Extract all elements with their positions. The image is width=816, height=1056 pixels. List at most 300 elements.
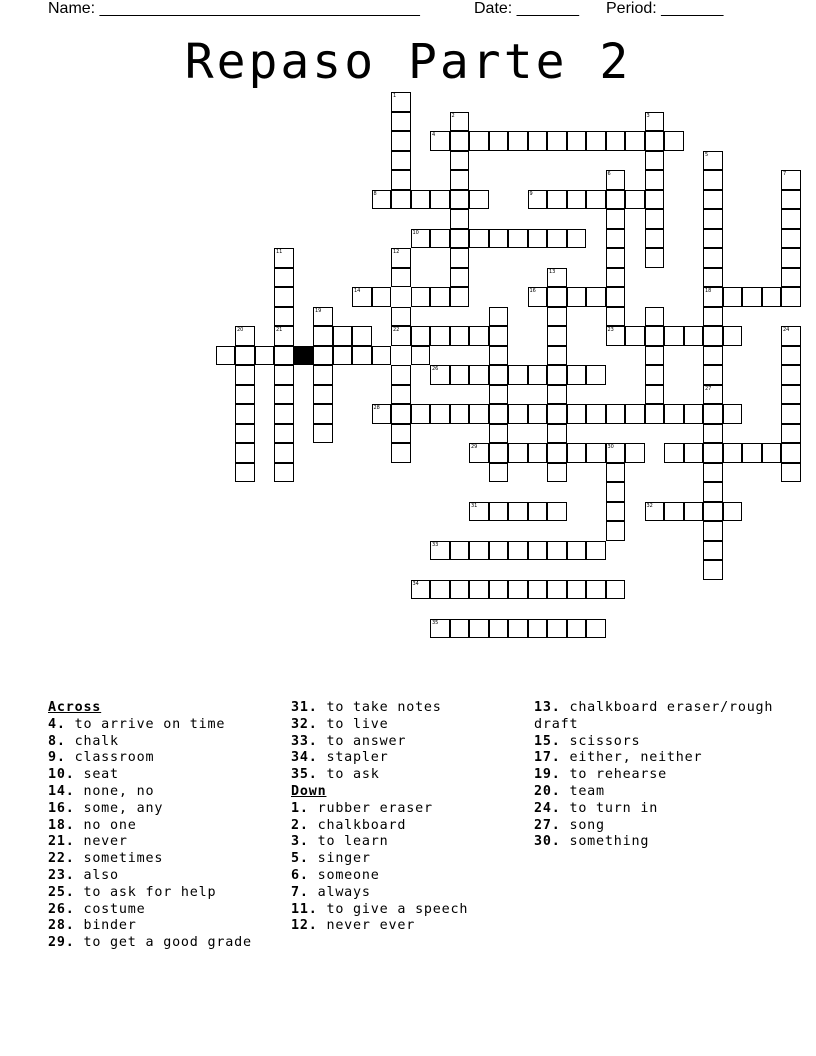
grid-cell[interactable] [547, 307, 567, 327]
grid-cell[interactable] [430, 131, 450, 151]
grid-cell[interactable] [567, 190, 587, 210]
grid-cell[interactable] [411, 580, 431, 600]
grid-cell[interactable] [781, 326, 801, 346]
grid-cell[interactable] [703, 170, 723, 190]
grid-cell[interactable] [723, 502, 743, 522]
grid-cell[interactable] [411, 229, 431, 249]
grid-cell[interactable] [216, 346, 236, 366]
clue-text: singer [308, 851, 371, 867]
clue-item [291, 734, 536, 751]
grid-cell[interactable] [489, 346, 509, 366]
grid-cell[interactable] [450, 229, 470, 249]
grid-cell[interactable] [645, 190, 665, 210]
grid-cell[interactable] [489, 541, 509, 561]
grid-cell[interactable] [703, 443, 723, 463]
grid-cell[interactable] [274, 443, 294, 463]
grid-cell[interactable] [313, 326, 333, 346]
grid-cell[interactable] [703, 151, 723, 171]
grid-cell[interactable] [567, 287, 587, 307]
clue-section-heading: Down [291, 783, 327, 799]
grid-cell[interactable] [489, 326, 509, 346]
grid-cell[interactable] [274, 424, 294, 444]
grid-cell[interactable] [391, 190, 411, 210]
grid-cell[interactable] [781, 385, 801, 405]
grid-cell[interactable] [469, 229, 489, 249]
grid-cell[interactable] [645, 326, 665, 346]
grid-cell[interactable] [528, 502, 548, 522]
grid-cell[interactable] [450, 131, 470, 151]
grid-cell[interactable] [391, 112, 411, 132]
grid-cell[interactable] [645, 307, 665, 327]
grid-cell[interactable] [450, 580, 470, 600]
grid-cell[interactable] [606, 463, 626, 483]
grid-cell[interactable] [430, 190, 450, 210]
grid-cell[interactable] [703, 560, 723, 580]
grid-cell[interactable] [547, 287, 567, 307]
grid-cell[interactable] [528, 404, 548, 424]
grid-cell[interactable] [274, 307, 294, 327]
grid-cell[interactable] [274, 346, 294, 366]
clue-number-label: 20. [534, 783, 561, 799]
grid-cell[interactable] [352, 326, 372, 346]
grid-cell[interactable] [703, 463, 723, 483]
grid-cell[interactable] [703, 502, 723, 522]
clue-number: 18 [705, 288, 712, 294]
grid-cell[interactable] [586, 365, 606, 385]
grid-cell[interactable] [781, 229, 801, 249]
grid-cell[interactable] [567, 404, 587, 424]
clue-text: binder [74, 918, 137, 934]
grid-cell[interactable] [255, 346, 275, 366]
grid-cell[interactable] [664, 326, 684, 346]
name-field-label[interactable]: Name: ____________________________________ [48, 0, 420, 17]
grid-cell[interactable] [547, 268, 567, 288]
grid-cell[interactable] [703, 326, 723, 346]
grid-cell[interactable] [469, 580, 489, 600]
grid-cell[interactable] [372, 404, 392, 424]
period-field-label[interactable]: Period: _______ [606, 0, 724, 17]
grid-cell[interactable] [781, 463, 801, 483]
clue-number-label: 1. [291, 800, 309, 816]
grid-cell[interactable] [606, 131, 626, 151]
grid-cell[interactable] [567, 365, 587, 385]
grid-cell[interactable] [274, 326, 294, 346]
grid-cell[interactable] [235, 463, 255, 483]
grid-cell[interactable] [508, 619, 528, 639]
grid-cell[interactable] [645, 365, 665, 385]
clue-item [48, 801, 293, 818]
grid-cell[interactable] [528, 580, 548, 600]
grid-cell[interactable] [508, 229, 528, 249]
grid-cell[interactable] [567, 619, 587, 639]
grid-cell[interactable] [684, 502, 704, 522]
grid-cell[interactable] [469, 443, 489, 463]
grid-cell[interactable] [625, 131, 645, 151]
grid-cell[interactable] [489, 443, 509, 463]
grid-cell[interactable] [469, 365, 489, 385]
grid-cell[interactable] [508, 131, 528, 151]
grid-cell[interactable] [391, 151, 411, 171]
grid-cell[interactable] [489, 580, 509, 600]
grid-cell[interactable] [313, 385, 333, 405]
clue-text: to learn [308, 834, 389, 850]
grid-cell[interactable] [235, 365, 255, 385]
grid-cell[interactable] [645, 131, 665, 151]
grid-cell[interactable] [567, 443, 587, 463]
clue-item [291, 818, 536, 835]
grid-cell[interactable] [781, 190, 801, 210]
grid-cell[interactable] [333, 346, 353, 366]
grid-cell[interactable] [781, 209, 801, 229]
grid-cell[interactable] [235, 346, 255, 366]
grid-cell[interactable] [703, 541, 723, 561]
grid-cell[interactable] [684, 443, 704, 463]
grid-cell[interactable] [625, 443, 645, 463]
grid-cell[interactable] [547, 619, 567, 639]
grid-cell[interactable] [391, 131, 411, 151]
grid-cell[interactable] [411, 326, 431, 346]
grid-cell[interactable] [703, 268, 723, 288]
clue-number: 1 [393, 93, 397, 99]
grid-cell[interactable] [547, 365, 567, 385]
grid-cell[interactable] [489, 502, 509, 522]
grid-cell[interactable] [391, 170, 411, 190]
grid-cell[interactable] [450, 190, 470, 210]
clue-text: to rehearse [560, 767, 667, 783]
clue-item [48, 767, 293, 784]
grid-cell[interactable] [450, 268, 470, 288]
grid-cell[interactable] [762, 443, 782, 463]
grid-cell[interactable] [411, 287, 431, 307]
grid-cell[interactable] [703, 248, 723, 268]
grid-cell[interactable] [742, 443, 762, 463]
grid-cell[interactable] [450, 209, 470, 229]
grid-cell[interactable] [586, 580, 606, 600]
grid-cell[interactable] [274, 287, 294, 307]
clue-text: to turn in [560, 800, 659, 816]
grid-cell[interactable] [723, 326, 743, 346]
clue-item [291, 801, 536, 818]
grid-cell[interactable] [567, 131, 587, 151]
grid-cell[interactable] [450, 365, 470, 385]
clue-item [534, 767, 779, 784]
grid-cell[interactable] [430, 619, 450, 639]
grid-cell[interactable] [430, 580, 450, 600]
grid-cell[interactable] [625, 190, 645, 210]
clue-number-label: 27. [534, 817, 561, 833]
grid-cell[interactable] [781, 287, 801, 307]
grid-cell[interactable] [391, 385, 411, 405]
grid-cell[interactable] [781, 424, 801, 444]
grid-cell[interactable] [586, 619, 606, 639]
grid-cell[interactable] [645, 151, 665, 171]
grid-cell[interactable] [586, 190, 606, 210]
grid-cell[interactable] [391, 443, 411, 463]
grid-cell[interactable] [547, 580, 567, 600]
grid-cell[interactable] [508, 502, 528, 522]
grid-cell[interactable] [664, 404, 684, 424]
clue-item [48, 750, 293, 767]
clue-item [291, 851, 536, 868]
clue-number: 34 [412, 580, 419, 587]
grid-cell[interactable] [528, 287, 548, 307]
clue-text: either, neither [560, 750, 703, 766]
grid-cell[interactable] [586, 443, 606, 463]
grid-cell[interactable] [664, 502, 684, 522]
grid-cell[interactable] [781, 404, 801, 424]
grid-cell[interactable] [645, 112, 665, 132]
grid-cell[interactable] [352, 346, 372, 366]
grid-cell[interactable] [723, 287, 743, 307]
grid-cell[interactable] [391, 404, 411, 424]
grid-cell[interactable] [469, 502, 489, 522]
grid-cell[interactable] [703, 365, 723, 385]
clue-number-label: 26. [48, 901, 75, 917]
grid-cell[interactable] [703, 229, 723, 249]
grid-cell[interactable] [547, 541, 567, 561]
clue-number: 5 [705, 151, 709, 158]
grid-cell[interactable] [313, 346, 333, 366]
grid-cell[interactable] [372, 287, 392, 307]
grid-cell[interactable] [450, 151, 470, 171]
grid-cell[interactable] [489, 385, 509, 405]
grid-cell[interactable] [489, 404, 509, 424]
grid-cell[interactable] [528, 443, 548, 463]
grid-cell[interactable] [450, 170, 470, 190]
grid-cell[interactable] [645, 209, 665, 229]
grid-cell[interactable] [567, 229, 587, 249]
grid-cell[interactable] [684, 404, 704, 424]
grid-cell[interactable] [274, 404, 294, 424]
grid-cell[interactable] [430, 326, 450, 346]
grid-cell[interactable] [703, 385, 723, 405]
grid-cell[interactable] [235, 424, 255, 444]
grid-cell[interactable] [781, 346, 801, 366]
grid-cell[interactable] [528, 131, 548, 151]
grid-cell[interactable] [528, 619, 548, 639]
clue-number-label: 15. [534, 733, 561, 749]
grid-cell[interactable] [508, 443, 528, 463]
grid-cell[interactable] [606, 580, 626, 600]
grid-cell[interactable] [391, 307, 411, 327]
grid-cell[interactable] [528, 190, 548, 210]
grid-cell[interactable] [508, 541, 528, 561]
grid-cell[interactable] [742, 287, 762, 307]
grid-cell[interactable] [391, 326, 411, 346]
grid-cell[interactable] [781, 248, 801, 268]
grid-cell[interactable] [411, 404, 431, 424]
grid-cell[interactable] [508, 404, 528, 424]
grid-cell[interactable] [430, 229, 450, 249]
grid-cell[interactable] [489, 365, 509, 385]
clue-text: seat [74, 767, 119, 783]
grid-cell[interactable] [586, 287, 606, 307]
grid-cell[interactable] [430, 541, 450, 561]
grid-cell[interactable] [606, 307, 626, 327]
grid-cell[interactable] [489, 463, 509, 483]
grid-cell[interactable] [469, 619, 489, 639]
clue-text: scissors [560, 733, 641, 749]
grid-cell[interactable] [450, 112, 470, 132]
grid-cell[interactable] [469, 404, 489, 424]
grid-cell[interactable] [723, 404, 743, 424]
grid-cell[interactable] [703, 307, 723, 327]
grid-cell[interactable] [274, 248, 294, 268]
grid-cell[interactable] [469, 190, 489, 210]
grid-cell[interactable] [606, 443, 626, 463]
grid-cell[interactable] [235, 326, 255, 346]
grid-cell[interactable] [313, 365, 333, 385]
grid-cell[interactable] [781, 170, 801, 190]
grid-cell[interactable] [489, 424, 509, 444]
grid-cell[interactable] [469, 131, 489, 151]
grid-cell[interactable] [645, 170, 665, 190]
grid-cell[interactable] [547, 131, 567, 151]
grid-cell[interactable] [528, 229, 548, 249]
grid-cell[interactable] [528, 365, 548, 385]
grid-cell[interactable] [430, 287, 450, 307]
grid-cell[interactable] [625, 404, 645, 424]
grid-cell[interactable] [606, 209, 626, 229]
grid-cell[interactable] [469, 541, 489, 561]
grid-cell[interactable] [235, 385, 255, 405]
grid-cell[interactable] [703, 190, 723, 210]
grid-cell[interactable] [781, 268, 801, 288]
grid-cell[interactable] [703, 346, 723, 366]
grid-cell[interactable] [703, 287, 723, 307]
grid-cell[interactable] [664, 131, 684, 151]
grid-cell[interactable] [508, 580, 528, 600]
grid-cell[interactable] [703, 209, 723, 229]
grid-cell[interactable] [528, 541, 548, 561]
grid-cell[interactable] [664, 443, 684, 463]
grid-cell[interactable] [489, 307, 509, 327]
grid-cell[interactable] [606, 170, 626, 190]
grid-cell[interactable] [586, 131, 606, 151]
grid-cell[interactable] [606, 521, 626, 541]
grid-cell[interactable] [703, 482, 723, 502]
grid-cell[interactable] [489, 619, 509, 639]
grid-cell[interactable] [313, 307, 333, 327]
grid-cell[interactable] [547, 502, 567, 522]
grid-cell[interactable] [645, 385, 665, 405]
grid-cell[interactable] [567, 580, 587, 600]
clue-number-label: 16. [48, 800, 75, 816]
grid-cell[interactable] [450, 619, 470, 639]
grid-cell[interactable] [333, 326, 353, 346]
grid-cell[interactable] [547, 326, 567, 346]
grid-cell[interactable] [645, 346, 665, 366]
grid-cell[interactable] [391, 92, 411, 112]
grid-cell[interactable] [508, 365, 528, 385]
grid-cell[interactable] [762, 287, 782, 307]
grid-cell[interactable] [391, 365, 411, 385]
grid-cell[interactable] [606, 229, 626, 249]
clue-number-label: 6. [291, 867, 309, 883]
grid-cell[interactable] [372, 190, 392, 210]
grid-cell[interactable] [781, 443, 801, 463]
grid-cell[interactable] [547, 229, 567, 249]
grid-cell[interactable] [703, 521, 723, 541]
grid-cell[interactable] [430, 404, 450, 424]
grid-cell[interactable] [372, 346, 392, 366]
grid-cell[interactable] [703, 404, 723, 424]
grid-cell[interactable] [606, 268, 626, 288]
grid-cell[interactable] [567, 541, 587, 561]
grid-cell[interactable] [547, 346, 567, 366]
grid-cell[interactable] [645, 404, 665, 424]
clue-number-label: 30. [534, 834, 561, 850]
grid-cell[interactable] [606, 502, 626, 522]
clue-text: to answer [317, 733, 407, 749]
clue-number: 35 [432, 619, 439, 626]
grid-cell[interactable] [430, 365, 450, 385]
grid-cell[interactable] [235, 443, 255, 463]
grid-cell[interactable] [313, 404, 333, 424]
grid-cell[interactable] [606, 248, 626, 268]
grid-cell[interactable] [274, 385, 294, 405]
grid-cell[interactable] [391, 424, 411, 444]
grid-cell[interactable] [391, 248, 411, 268]
grid-cell[interactable] [411, 190, 431, 210]
grid-cell[interactable] [547, 190, 567, 210]
grid-cell[interactable] [450, 404, 470, 424]
clue-number-label: 25. [48, 884, 75, 900]
grid-cell[interactable] [469, 326, 489, 346]
grid-cell[interactable] [606, 190, 626, 210]
grid-cell[interactable] [489, 229, 509, 249]
grid-cell[interactable] [625, 326, 645, 346]
grid-cell[interactable] [411, 346, 431, 366]
grid-cell[interactable] [313, 424, 333, 444]
grid-cell[interactable] [606, 326, 626, 346]
grid-cell[interactable] [781, 365, 801, 385]
grid-cell[interactable] [274, 463, 294, 483]
grid-cell[interactable] [684, 326, 704, 346]
clue-number: 30 [607, 444, 614, 450]
grid-cell[interactable] [450, 248, 470, 268]
clue-number: 29 [471, 444, 478, 450]
clue-text: none, no [74, 783, 155, 799]
grid-cell[interactable] [274, 268, 294, 288]
grid-cell[interactable] [606, 287, 626, 307]
grid-cell[interactable] [547, 443, 567, 463]
grid-cell[interactable] [274, 365, 294, 385]
grid-cell[interactable] [703, 424, 723, 444]
grid-cell[interactable] [547, 424, 567, 444]
grid-cell[interactable] [645, 229, 665, 249]
grid-cell[interactable] [450, 541, 470, 561]
grid-cell[interactable] [450, 326, 470, 346]
grid-cell[interactable] [450, 287, 470, 307]
grid-cell[interactable] [489, 131, 509, 151]
grid-cell[interactable] [586, 541, 606, 561]
grid-cell[interactable] [645, 502, 665, 522]
grid-cell[interactable] [391, 268, 411, 288]
grid-cell[interactable] [723, 443, 743, 463]
clue-item [534, 750, 779, 767]
grid-cell[interactable] [235, 404, 255, 424]
date-field-label[interactable]: Date: _______ [474, 0, 579, 17]
grid-cell[interactable] [645, 248, 665, 268]
grid-cell[interactable] [547, 385, 567, 405]
grid-cell[interactable] [547, 404, 567, 424]
grid-cell[interactable] [606, 404, 626, 424]
grid-cell[interactable] [606, 482, 626, 502]
grid-cell[interactable] [547, 463, 567, 483]
grid-cell[interactable] [352, 287, 372, 307]
grid-cell[interactable] [586, 404, 606, 424]
